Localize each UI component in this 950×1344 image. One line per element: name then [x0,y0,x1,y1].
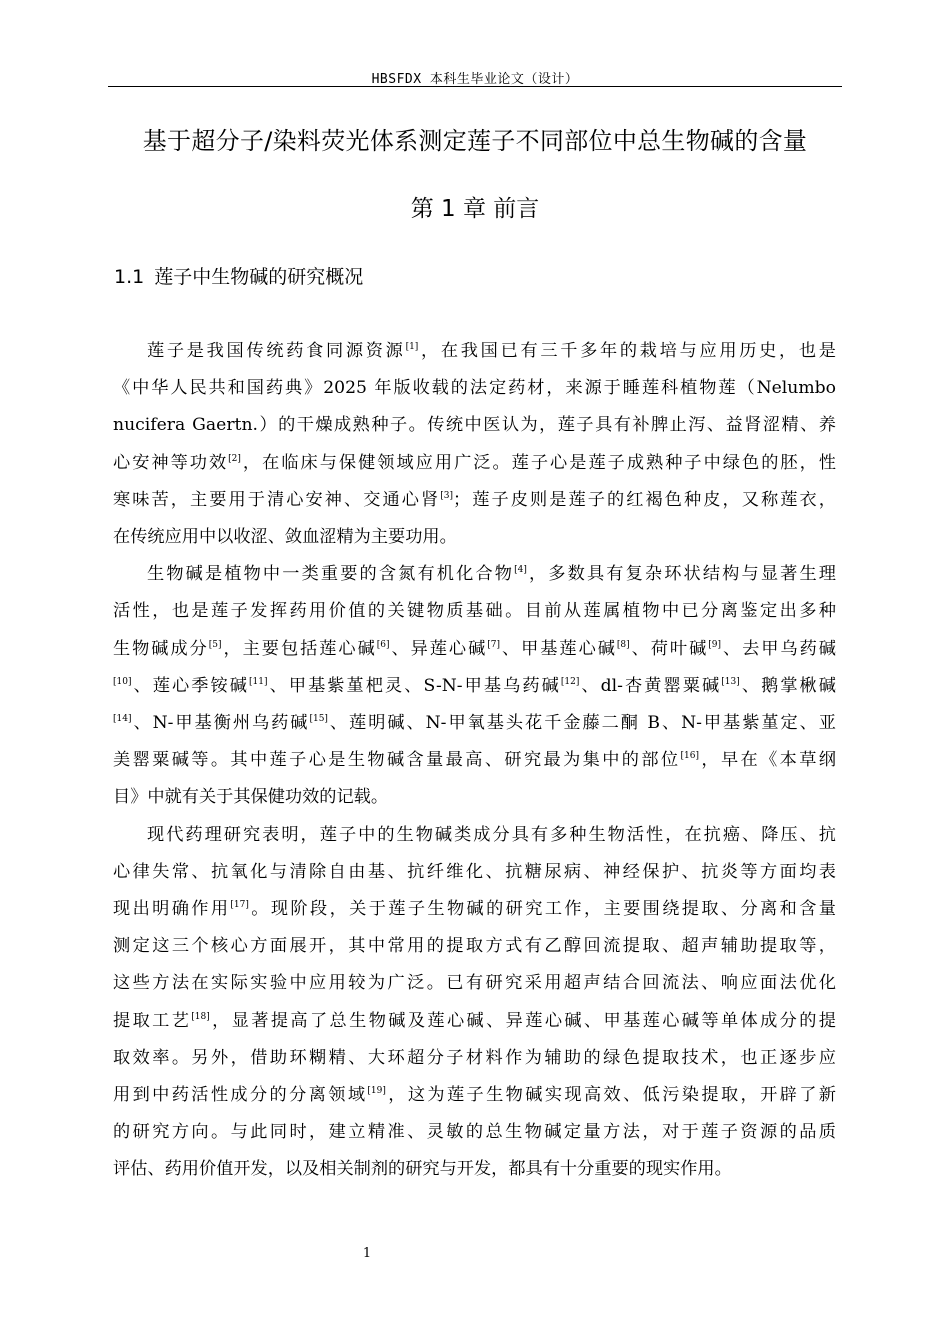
citation: [18] [191,1011,210,1022]
text-line [113,1077,836,1114]
text-line [113,370,836,407]
text-run: 提取工艺 [113,1010,192,1031]
text-run: 评估、药用价值开发，以及相关制剂的研究与开发，都具有十分重要的现实作用。 [113,1159,732,1180]
text-line [113,407,836,444]
text-line [113,593,836,630]
citation: [17] [230,900,249,911]
section-title: 莲子中生物碱的研究概况 [154,266,364,288]
text-run: 、N-甲基衡州乌药碱 [131,713,310,734]
section-number: 1.1 [114,266,145,288]
text-run: 。现阶段，关于莲子生物碱的研究工作，主要围绕提取、分离和含量 [248,899,836,920]
text-run: 心安神等功效 [113,452,229,473]
text-run: 、甲基紫堇杷灵、S-N-甲基乌药碱 [267,675,561,696]
text-run: 《中华人民共和国药典》2025 年版收载的法定药材，来源于睡莲科植物莲（Nelumbo [113,378,836,399]
text-run: 在传统应用中以收涩、敛血涩精为主要功用。 [113,527,457,548]
citation: [13] [721,676,740,687]
citation: [1] [405,342,419,352]
text-line [113,1151,836,1188]
text-run: 现代药理研究表明，莲子中的生物碱类成分具有多种生物活性，在抗癌、降压、抗 [147,824,836,845]
section-heading [114,262,363,289]
text-line [113,928,836,965]
text-line [113,1003,836,1040]
text-run: 用到中药活性成分的分离领域 [113,1085,368,1106]
running-header: HBSFDX 本科生毕业论文（设计） [371,72,579,87]
text-line [113,1040,836,1077]
chapter-heading: 第 1 章 前言 [410,196,540,222]
page-number: 1 [362,1246,372,1261]
thesis-title: 基于超分子/染料荧光体系测定莲子不同部位中总生物碱的含量 [142,127,808,155]
citation: [12] [560,676,580,687]
text-line [113,742,836,779]
citation: [19] [367,1086,386,1097]
paragraph [113,556,836,816]
citation: [14] [113,714,132,725]
text-run: 这些方法在实际实验中应用较为广泛。已有研究采用超声结合回流法、响应面法优化 [113,973,836,994]
text-line [113,1114,836,1151]
text-run: 、异莲心碱 [389,638,488,659]
citation: [9] [708,639,721,650]
text-run: nucifera Gaertn.）的干燥成熟种子。传统中医认为，莲子具有补脾止泻、益肾涩精、养 [113,415,836,436]
text-line [113,631,836,668]
text-line [113,482,836,519]
citation: [3] [440,490,454,501]
text-run: ，在我国已有三千多年的栽培与应用历史，也是 [418,341,836,361]
text-run: ；莲子皮则是莲子的红褐色种皮，又称莲衣， [453,489,836,510]
text-run: 美罂粟碱等。其中莲子心是生物碱含量最高、研究最为集中的部位 [113,750,681,771]
text-run: 的研究方向。与此同时，建立精准、灵敏的总生物碱定量方法，对于莲子资源的品质 [113,1122,836,1143]
text-run: 心律失常、抗氧化与清除自由基、抗纤维化、抗糖尿病、神经保护、抗炎等方面均表 [113,861,836,882]
text-run: 现出明确作用 [113,899,231,920]
text-run: 、去甲乌药碱 [721,638,836,659]
text-run: 寒味苦，主要用于清心安神、交通心肾 [113,489,441,510]
text-run: 生物碱是植物中一类重要的含氮有机化合物 [147,564,515,585]
citation: [6] [376,639,390,650]
text-line [113,965,836,1002]
text-run: 、莲明碱、N-甲氧基头花千金藤二酮 B、N-甲基紫堇定、亚 [327,713,836,734]
header-rule [108,86,842,87]
text-run: ，在临床与保健领域应用广泛。莲子心是莲子成熟种子中绿色的胚，性 [240,452,836,473]
text-line [113,556,836,593]
text-run: 、鹅掌楸碱 [739,675,836,696]
text-run: ，主要包括莲心碱 [221,638,377,659]
citation: [2] [228,453,241,464]
text-run: ，早在《本草纲 [699,750,836,771]
paragraph [113,817,836,1189]
citation: [5] [208,639,222,650]
citation: [4] [514,565,527,576]
citation: [11] [249,676,268,687]
text-line [113,445,836,482]
text-line [113,779,836,816]
text-run: 目》中就有关于其保健功效的记载。 [113,787,389,808]
citation: [15] [309,714,328,725]
text-line [113,705,836,742]
text-run: 、莲心季铵碱 [131,675,250,696]
body-text [113,333,836,1189]
text-run: 取效率。另外，借助环糊精、大环超分子材料作为辅助的绿色提取技术，也正逐步应 [113,1047,836,1068]
text-line [113,854,836,891]
text-run: 活性，也是莲子发挥药用价值的关键物质基础。目前从莲属植物中已分离鉴定出多种 [113,601,836,622]
text-line [113,817,836,854]
citation: [16] [680,751,699,762]
citation: [8] [616,639,630,650]
citation: [7] [487,639,500,650]
text-run: ，这为莲子生物碱实现高效、低污染提取，开辟了新 [385,1085,836,1106]
text-run: 、荷叶碱 [629,638,709,659]
text-run: ，多数具有复杂环状结构与显著生理 [526,564,836,585]
text-line [113,668,836,705]
text-run: 莲子是我国传统药食同源资源 [147,341,406,361]
text-run: 、dl-杏黄罂粟碱 [579,675,722,696]
text-line [113,891,836,928]
text-run: 生物碱成分 [113,638,209,659]
text-line [113,519,836,556]
text-line [113,333,836,370]
citation: [10] [113,676,132,687]
paragraph [113,333,836,556]
text-run: ，显著提高了总生物碱及莲心碱、异莲心碱、甲基莲心碱等单体成分的提 [209,1010,836,1031]
text-run: 、甲基莲心碱 [500,638,617,659]
text-run: 测定这三个核心方面展开，其中常用的提取方式有乙醇回流提取、超声辅助提取等， [113,936,836,957]
